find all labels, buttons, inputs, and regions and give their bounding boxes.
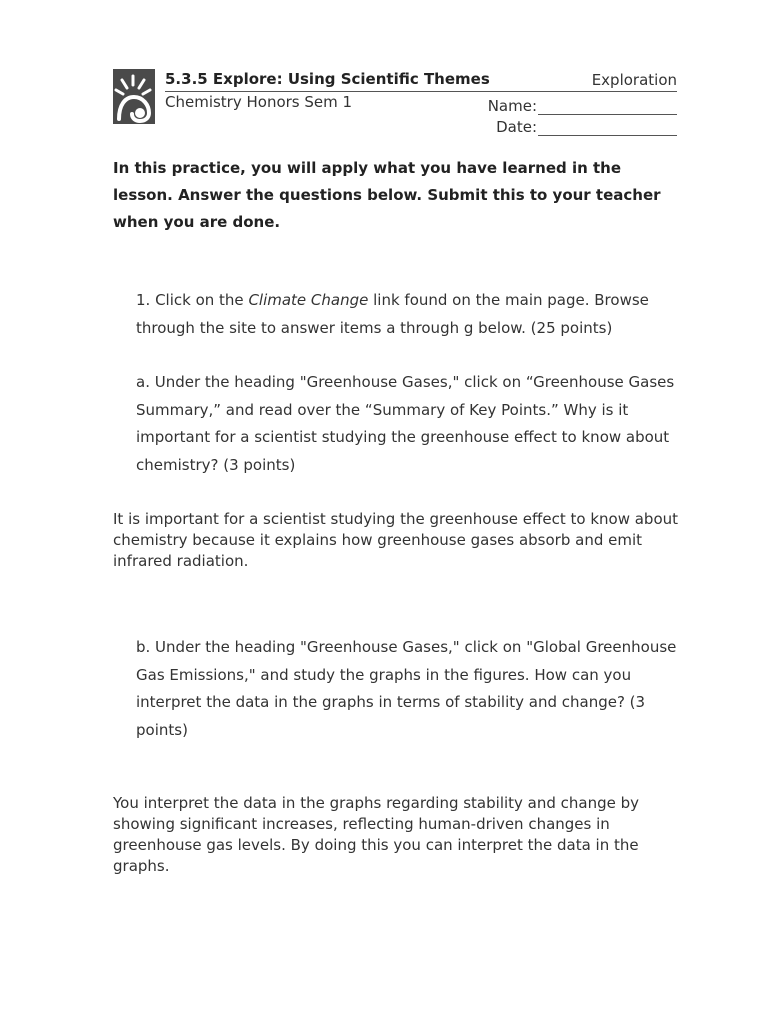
instructions: In this practice, you will apply what you have learned in the lesson. Answer the questions below. Submit this to your teacher when you are done. bbox=[113, 159, 661, 231]
answer-b[interactable]: You interpret the data in the graphs regarding stability and change by showing significant increases, reflecting human-driven changes in greenhouse gas levels. By doing this you can interpret the data in the graphs. bbox=[113, 794, 640, 875]
course-name: Chemistry Honors Sem 1 bbox=[165, 93, 353, 111]
question-1-prefix: 1. Click on the bbox=[136, 291, 249, 309]
question-1-suffix: link found on the main page. Browse through the site to answer items a through g below. (25 points) bbox=[136, 291, 649, 337]
date-line[interactable] bbox=[538, 117, 677, 136]
page-title: 5.3.5 Explore: Using Scientific Themes bbox=[165, 70, 490, 88]
name-field[interactable] bbox=[488, 93, 677, 115]
date-field[interactable] bbox=[496, 114, 677, 136]
name-label: Name: bbox=[487, 97, 537, 115]
answer-a[interactable]: It is important for a scientist studying the greenhouse effect to know about chemistry because it explains how greenhouse gases absorb and emit infrared radiation. bbox=[113, 510, 679, 570]
date-label: Date: bbox=[496, 118, 537, 136]
climate-change-link-text: Climate Change bbox=[248, 291, 369, 309]
question-1 bbox=[136, 287, 684, 342]
name-line[interactable] bbox=[538, 96, 677, 115]
sunburst-logo-icon bbox=[113, 69, 155, 124]
header-divider bbox=[165, 91, 677, 92]
question-b: b. Under the heading "Greenhouse Gases," click on "Global Greenhouse Gas Emissions," and study the graphs in the figures. How can you interpret the data in the graphs in terms of stability and change? (3 points) bbox=[136, 638, 677, 739]
activity-type-label: Exploration bbox=[591, 71, 677, 89]
question-a: a. Under the heading "Greenhouse Gases," click on “Greenhouse Gases Summary,” and read over the “Summary of Key Points.” Why is it important for a scientist studying the greenhouse effect to know about chemistry? (3 points) bbox=[136, 373, 675, 474]
